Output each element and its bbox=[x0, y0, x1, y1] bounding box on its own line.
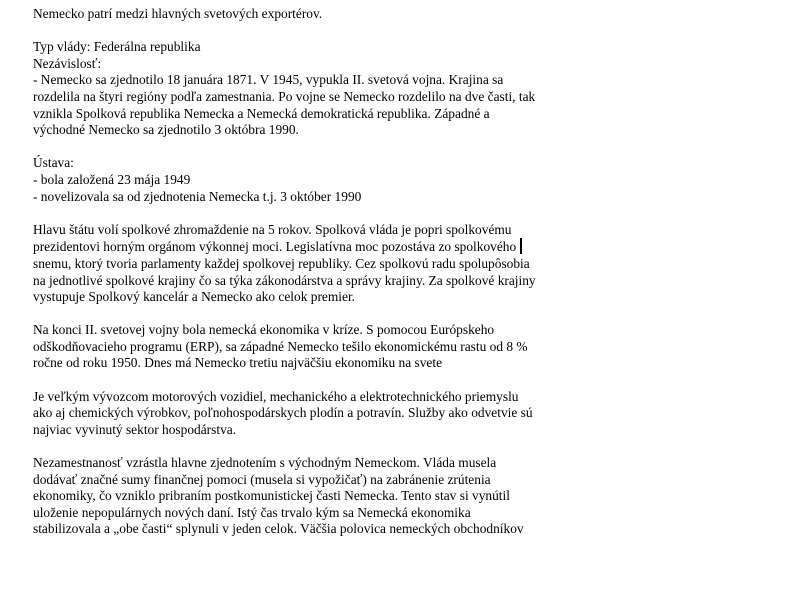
text-line: Typ vlády: Federálna republika bbox=[33, 39, 201, 55]
text-line: ako aj chemických výrobkov, poľnohospodárskych plodín a potravín. Služby ako odvetvie sú bbox=[33, 405, 533, 421]
text-line: uloženie nepopulárnych nových daní. Istý čas trvalo kým sa Nemecká ekonomika bbox=[33, 504, 471, 520]
text-line: - bola založená 23 mája 1949 bbox=[33, 171, 191, 187]
text-line: Hlavu štátu volí spolkové zhromaždenie na 5 rokov. Spolková vláda je popri spolkovému bbox=[33, 221, 512, 237]
text-line: Ústava: bbox=[33, 155, 74, 171]
text-line: - novelizovala sa od zjednotenia Nemecka t.j. 3 október 1990 bbox=[33, 188, 362, 204]
text-line: Na konci II. svetovej vojny bola nemecká ekonomika v kríze. S pomocou Európskeho bbox=[33, 322, 495, 338]
text-line: vystupuje Spolkový kancelár a Nemecko ako celok premier. bbox=[33, 289, 356, 305]
text-cursor bbox=[520, 238, 522, 254]
paragraph-economy-postwar bbox=[33, 322, 593, 372]
text-line-with-caret bbox=[33, 238, 593, 256]
paragraph-intro bbox=[33, 6, 593, 23]
paragraph-unemployment bbox=[33, 455, 593, 538]
text-line: Nemecko patrí medzi hlavných svetových exportérov. bbox=[33, 6, 323, 21]
text-line: snemu, ktorý tvoria parlamenty každej spolkovej republiky. Cez spolkovú radu spolupôsobia bbox=[33, 255, 530, 271]
text-line: na jednotlivé spolkové krajiny čo sa týka zákonodárstva a správy krajiny. Za spolkové krajiny bbox=[33, 272, 536, 288]
paragraph-government bbox=[33, 39, 593, 139]
text-line: Je veľkým vývozcom motorových vozidiel, mechanického a elektrotechnického priemyslu bbox=[33, 388, 519, 404]
text-line: ekonomiky, čo vzniklo pribraním postkomunistickej časti Nemecka. Tento stav si vynútil bbox=[33, 488, 510, 504]
text-line: východné Nemecko sa zjednotilo 3 októbra 1990. bbox=[33, 122, 299, 138]
text-line: odškodňovacieho programu (ERP), sa západné Nemecko tešilo ekonomickému rastu od 8 % bbox=[33, 338, 528, 354]
text-line-content: prezidentovi horným orgánom výkonnej moci. Legislatívna moc pozostáva zo spolkového bbox=[33, 239, 517, 255]
paragraph-constitution bbox=[33, 155, 593, 205]
paragraph-exports bbox=[33, 389, 593, 439]
text-line: Nezávislosť: bbox=[33, 55, 102, 71]
text-line: stabilizovala a „obe časti“ splynuli v jeden celok. Väčšia polovica nemeckých obchodníkov bbox=[33, 521, 524, 537]
text-line: - Nemecko sa zjednotilo 18 januára 1871. V 1945, vypukla II. svetová vojna. Krajina sa bbox=[33, 72, 504, 88]
text-line: dodávať značné sumy finančnej pomoci (musela si vypožičať) na zabránenie zrútenia bbox=[33, 471, 491, 487]
paragraph-head-of-state bbox=[33, 222, 593, 306]
text-line: najviac vyvinutý sektor hospodárstva. bbox=[33, 421, 237, 437]
text-line: Nezamestnanosť vzrástla hlavne zjednotením s východným Nemeckom. Vláda musela bbox=[33, 455, 497, 471]
document-page[interactable] bbox=[33, 6, 593, 555]
text-line: rozdelila na štyri regióny podľa zamestnania. Po vojne se Nemecko rozdelilo na dve časti, tak bbox=[33, 88, 536, 104]
text-line: vznikla Spolková republika Nemecka a Nemecká demokratická republika. Západné a bbox=[33, 105, 490, 121]
text-line: ročne od roku 1950. Dnes má Nemecko tretiu najväčšiu ekonomiku na svete bbox=[33, 355, 443, 371]
